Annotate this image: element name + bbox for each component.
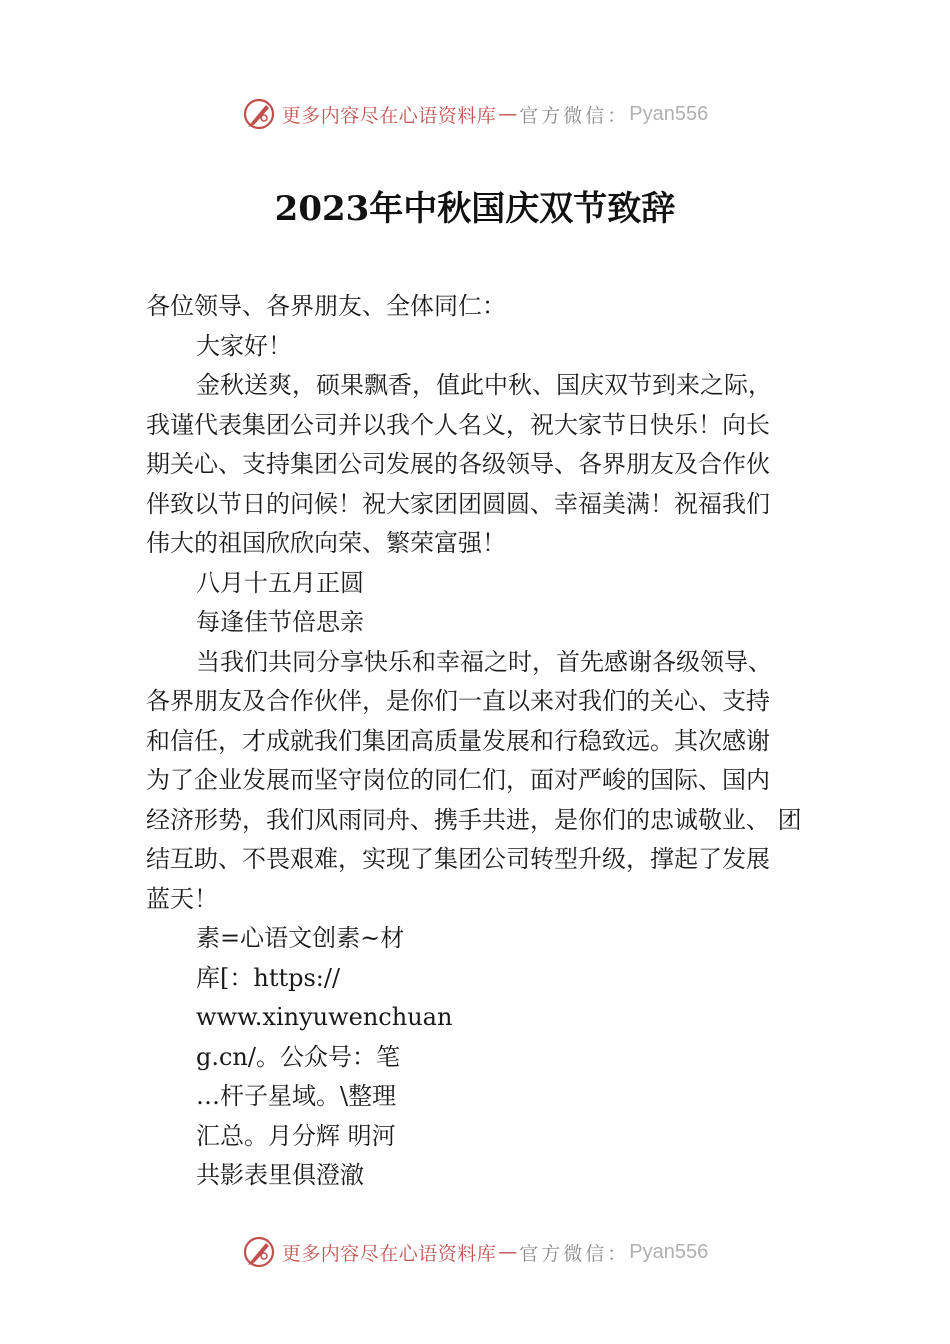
paragraph-line: 期关心、支持集团公司发展的各级领导、各界朋友及合作伙 — [146, 450, 770, 478]
banner-weixin-label: 官方微信： — [519, 1242, 630, 1265]
paragraph-line: 经济形势，我们风雨同舟、携手共进，是你们的忠诚敬业、 团 — [146, 805, 802, 834]
banner-weixin-id: Pyan556 — [629, 1240, 709, 1263]
source-note-line: g.cn/。公众号：笔 — [196, 1042, 400, 1071]
source-note-line: www.xinyuwenchuan — [196, 1003, 453, 1031]
header-banner — [0, 94, 950, 134]
source-note-line: 库[：https:// — [196, 963, 341, 992]
source-note-line: 素=心语文创素~材 — [196, 924, 405, 952]
paragraph-line: 结互助、不畏艰难，实现了集团公司转型升级，撑起了发展 — [146, 845, 770, 873]
paragraph-line: 蓝天！ — [146, 884, 218, 913]
banner-separator: — — [498, 103, 518, 125]
banner-weixin-label: 官方微信： — [519, 104, 630, 127]
paragraph-line: 伴致以节日的问候！祝大家团团圆圆、幸福美满！祝福我们 — [146, 489, 770, 518]
greeting-line: 大家好！ — [196, 331, 292, 360]
verse-line: 汇总。月分辉 明河 — [196, 1121, 396, 1150]
document-body — [146, 287, 826, 1196]
paragraph-line: 金秋送爽，硕果飘香，值此中秋、国庆双节到来之际， — [196, 371, 772, 399]
paragraph-line: 各界朋友及合作伙伴，是你们一直以来对我们的关心、支持 — [146, 687, 770, 715]
footer-banner — [0, 1232, 950, 1272]
salutation-line: 各位领导、各界朋友、全体同仁： — [146, 292, 506, 320]
paragraph-line: 我谨代表集团公司并以我个人名义，祝大家节日快乐！向长 — [146, 410, 770, 439]
paragraph-line: 和信任，才成就我们集团高质量发展和行稳致远。其次感谢 — [146, 726, 770, 755]
quill-pen-seal-icon — [242, 1235, 276, 1269]
source-note-line: …杆子星域。\整理 — [196, 1082, 397, 1110]
verse-line: 八月十五月正圆 — [196, 568, 364, 597]
banner-separator: — — [498, 1241, 518, 1263]
verse-line: 共影表里俱澄澈 — [196, 1161, 364, 1189]
quill-pen-seal-icon — [242, 97, 276, 131]
verse-line: 每逢佳节倍思亲 — [196, 608, 364, 636]
paragraph-line: 当我们共同分享快乐和幸福之时，首先感谢各级领导、 — [196, 647, 772, 676]
banner-text: 更多内容尽在心语资料库 — [281, 1242, 497, 1265]
banner-weixin-id: Pyan556 — [629, 102, 709, 125]
document-title: 2023年中秋国庆双节致辞 — [274, 189, 676, 229]
banner-text: 更多内容尽在心语资料库 — [281, 104, 497, 127]
paragraph-line: 伟大的祖国欣欣向荣、繁荣富强！ — [146, 529, 506, 557]
paragraph-line: 为了企业发展而坚守岗位的同仁们，面对严峻的国际、国内 — [146, 766, 770, 794]
